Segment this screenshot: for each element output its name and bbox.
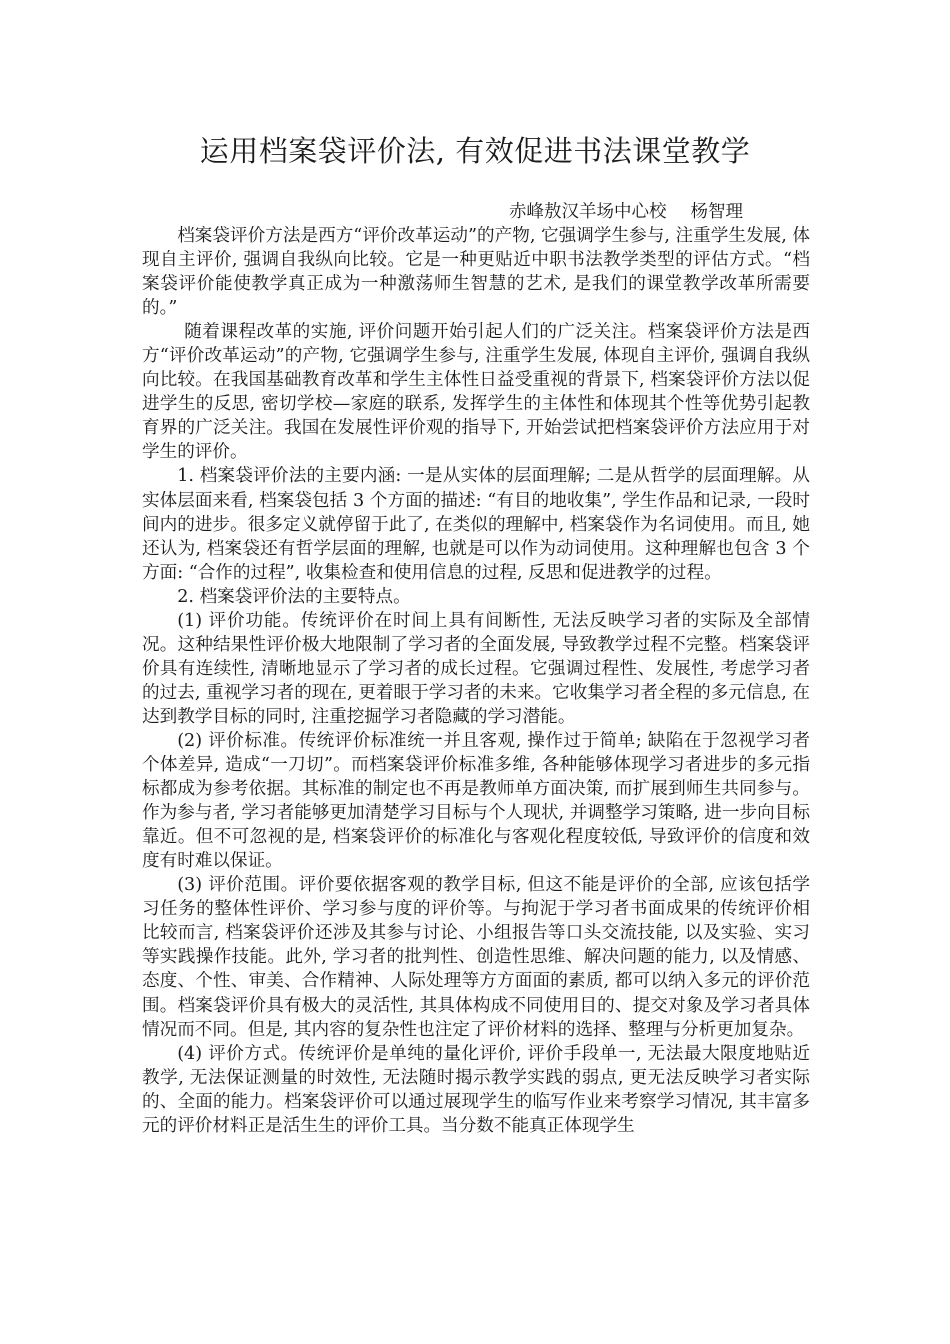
author-name: 杨智理 — [690, 202, 743, 222]
document-body — [142, 224, 810, 1138]
paragraph-connotation: 1. 档案袋评价法的主要内涵: 一是从实体的层面理解; 二是从哲学的层面理解。从实体层面来看, 档案袋包括 3 个方面的描述: “有目的地收集”, 学生作品和记录, 一段时间内的进步。很多定义就停留于此了, 在类似的理解中, 档案袋作为名词使用。而且, 她还认为, 档案袋还有哲学层面的理解, 也就是可以作为动词使用。这种理解也包含 3 个方面: “合作的过程”, 收集检查和使用信息的过程, 反思和促进教学的过程。 — [142, 466, 810, 583]
author-school: 赤峰敖汉羊场中心校 — [509, 202, 667, 222]
paragraph-background: 随着课程改革的实施, 评价问题开始引起人们的广泛关注。档案袋评价方法是西方“评价改革运动”的产物, 它强调学生参与, 注重学生发展, 体现自主评价, 强调自我纵向比较。在我国基础教育改革和学生主体性日益受重视的背景下, 档案袋评价方法以促进学生的反思, 密切学校—家庭的联系, 发挥学生的主体性和体现其个性等优势引起教育界的广泛关注。我国在发展性评价观的指导下, 开始尝试把档案袋评价方法应用于对学生的评价。 — [142, 322, 810, 463]
paragraph-feature-standard: (2) 评价标准。传统评价标准统一并且客观, 操作过于简单; 缺陷在于忽视学习者个体差异, 造成“一刀切”。而档案袋评价标准多维, 各种能够体现学习者进步的多元指标都成为参考依据。其标准的制定也不再是教师单方面决策, 而扩展到师生共同参与。作为参与者, 学习者能够更加清楚学习目标与个人现状, 并调整学习策略, 进一步向目标靠近。但不可忽视的是, 档案袋评价的标准化与客观化程度较低, 导致评价的信度和效度有时难以保证。 — [142, 730, 810, 872]
document-title: 运用档案袋评价法, 有效促进书法课堂教学 — [199, 134, 751, 168]
paragraph-intro: 档案袋评价方法是西方“评价改革运动”的产物, 它强调学生参与, 注重学生发展, 体现自主评价, 强调自我纵向比较。它是一种更贴近中职书法教学类型的评估方式。“档案袋评价能使教学真正成为一种激荡师生智慧的艺术, 是我们的课堂教学改革所需要的。” — [142, 226, 810, 319]
paragraph-features-heading: 2. 档案袋评价法的主要特点。 — [177, 586, 411, 607]
paragraph-feature-scope: (3) 评价范围。评价要依据客观的教学目标, 但这不能是评价的全部, 应该包括学习任务的整体性评价、学习参与度的评价等。与拘泥于学习者书面成果的传统评价相比较而言, 档案袋评价还涉及其参与讨论、小组报告等口头交流技能, 以及实验、实习等实践操作技能。此外, 学习者的批判性、创造性思维、解决问题的能力, 以及情感、态度、个性、审美、合作精神、人际处理等方方面面的素质, 都可以纳入多元的评价范围。档案袋评价具有极大的灵活性, 其具体构成不同使用目的、提交对象及学习者具体情况而不同。但是, 其内容的复杂性也注定了评价材料的选择、整理与分析更加复杂。 — [142, 875, 810, 1040]
author-line — [509, 200, 743, 224]
paragraph-feature-method: (4) 评价方式。传统评价是单纯的量化评价, 评价手段单一, 无法最大限度地贴近教学, 无法保证测量的时效性, 无法随时揭示教学实践的弱点, 更无法反映学习者实际的、全面的能力。档案袋评价可以通过展现学生的临写作业来考察学习情况, 其丰富多元的评价材料正是活生生的评价工具。当分数不能真正体现学生 — [142, 1043, 810, 1136]
paragraph-feature-function: (1) 评价功能。传统评价在时间上具有间断性, 无法反映学习者的实际及全部情况。这种结果性评价极大地限制了学习者的全面发展, 导致教学过程不完整。档案袋评价具有连续性, 清晰地显示了学习者的成长过程。它强调过程性、发展性, 考虑学习者的过去, 重视学习者的现在, 更着眼于学习者的未来。它收集学习者全程的多元信息, 在达到教学目标的同时, 注重挖掘学习者隐藏的学习潜能。 — [142, 610, 810, 727]
